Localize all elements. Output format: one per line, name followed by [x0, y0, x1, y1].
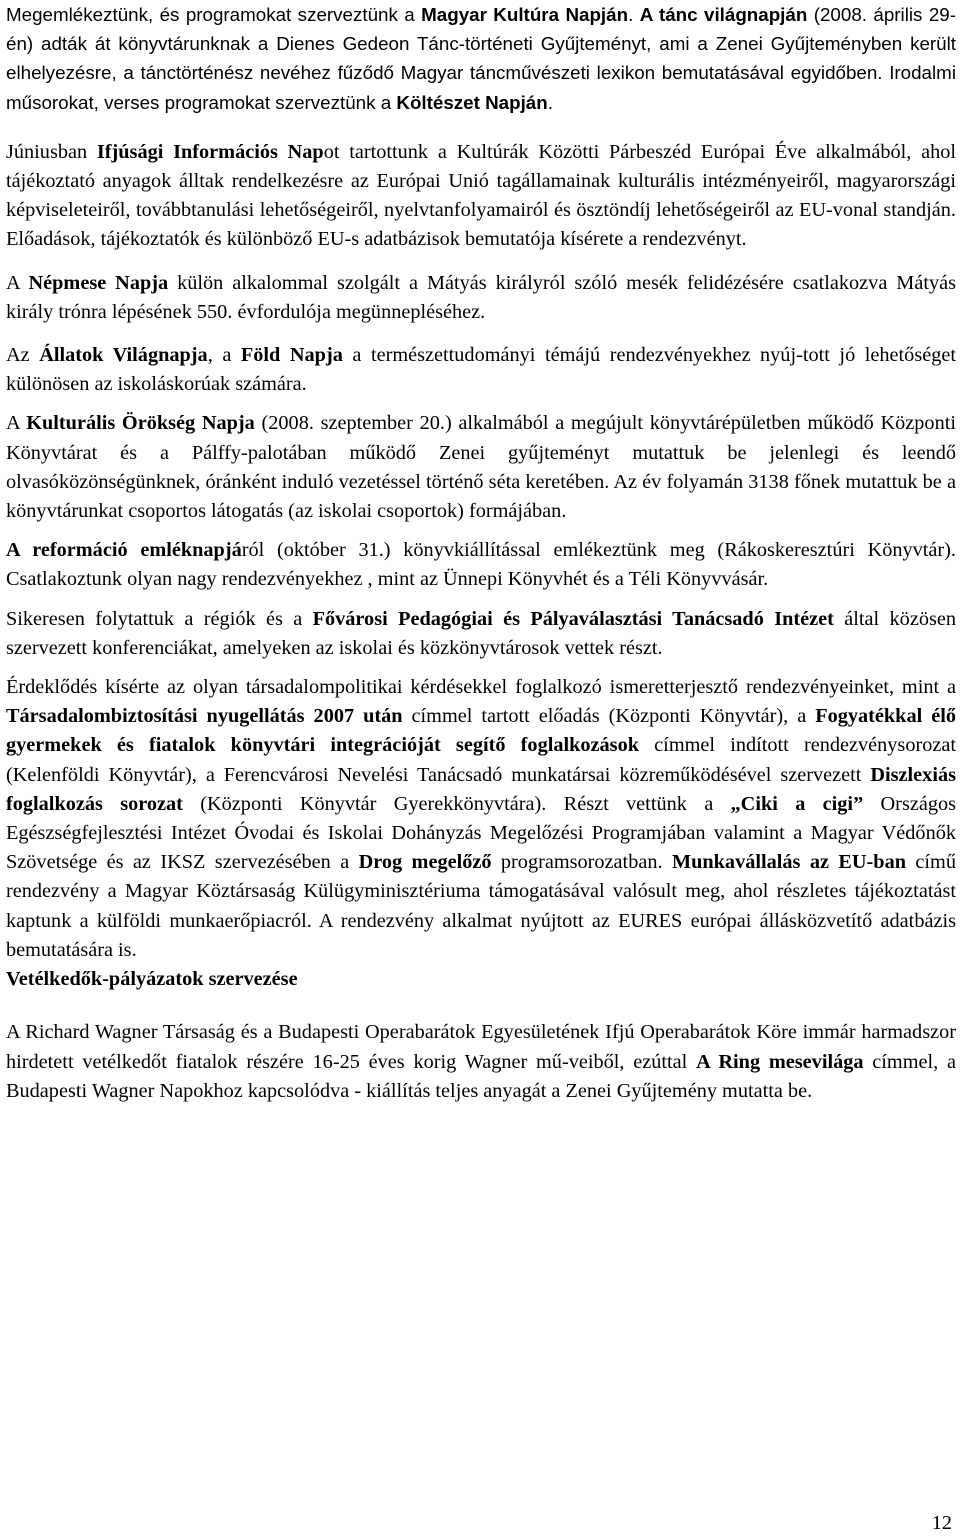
- text-run: Az: [6, 344, 40, 367]
- paragraph-culture-days: [6, 0, 956, 117]
- bold-text: Ifjúsági Információs Nap: [96, 140, 324, 163]
- text-run: Megemlékeztünk, és programokat szerveztünk a: [6, 4, 422, 25]
- paragraph-wagner-contest: [6, 1018, 956, 1106]
- bold-text: Társadalombiztosítási nyugellátás 2007 után: [6, 705, 403, 728]
- text-run: ot tartottunk a Kultúrák Közötti Párbeszéd Európai Éve alkalmából, ahol tájékoztató anyagok álltak rendelkezésre az Európai Unió tagállamainak kulturális intézményeiről, magyarországi képviseleteiről, továbbtanulási lehetőségeiről, nyelvtanfolyamairól és ösztöndíj lehetőségeiről az EU-vonal standján. Előadások, tájékoztatók és különböző EU-s adatbázisok bemutatója kísérete a rendezvényt.: [6, 140, 956, 251]
- text-run: című rendezvény a Magyar Köztársaság Külügyminisztériuma támogatásával valósult meg, ahol részletes tájékoztatást kaptunk a külföldi munkaerőpiacról. A rendezvény alkalmat nyújtott az EURES európai állásközvetítő adatbázis bemutatására is.: [6, 851, 956, 961]
- bold-text: A Ring mesevilága: [696, 1050, 864, 1073]
- text-run: címmel tartott előadás (Központi Könyvtár), a: [402, 705, 816, 728]
- bold-text: Magyar Kultúra Napján: [421, 4, 629, 25]
- bold-text: Népmese Napja: [28, 271, 169, 294]
- bold-text: Föld Napja: [240, 344, 343, 367]
- text-run: címmel, a Budapesti Wagner Napokhoz kapcsolódva - kiállítás teljes anyagát a Zenei Gyűjtemény mutatta be.: [6, 1050, 956, 1102]
- bold-text: Fogyatékkal élő gyermekek és fiatalok könyvtári integrációját segítő foglalkozások: [6, 705, 956, 757]
- paragraph-animals-earth-day: [6, 341, 956, 399]
- text-run: Országos Egészségfejlesztési Intézet Óvodai és Iskolai Dohányzás Megelőzési Programjában valamint a Magyar Védőnők Szövetsége és az IKSZ szervezésében a: [6, 792, 957, 874]
- paragraph-conferences: [6, 605, 956, 663]
- paragraph-lectures: [6, 673, 956, 965]
- text-run: Júniusban: [6, 140, 97, 163]
- bold-text: Fővárosi Pedagógiai és Pályaválasztási Tanácsadó Intézet: [312, 607, 834, 630]
- text-run: .: [547, 91, 553, 113]
- text-run: (2008. április 29-én) adták át könyvtárunknak a Dienes Gedeon Tánc-történeti Gyűjteményt, ami a Zenei Gyűjteményben került elhelyezésre, a tánctörténész nevéhez fűződő Magyar táncművészeti lexikon bemutatásával egyidőben. Irodalmi műsorokat, verses programokat szerveztünk a: [6, 4, 956, 113]
- bold-text: A tánc világnapján: [639, 4, 808, 25]
- paragraph-reformation-day: [6, 536, 956, 594]
- text-run: által közösen szervezett konferenciákat, amelyeken az iskolai és közkönyvtárosok vettek részt.: [6, 607, 957, 659]
- bold-text: Állatok Világnapja: [39, 344, 208, 367]
- section-heading: Vetélkedők-pályázatok szervezése: [6, 968, 298, 991]
- text-run: (2008. szeptember 20.) alkalmából a megújult könyvtárépületben működő Központi Könyvtárat és a Pálffy-palotában működő Zenei gyűjteményt mutattuk be jelenlegi és leendő olvasóközönségünknek, óránként induló vezetéssel történő séta keretében. Az év folyamán 3138 főnek mutattuk be a könyvtárunkat csoportos látogatás (az iskolai csoportok) formájában.: [6, 412, 956, 523]
- bold-text: Munkavállalás az EU-ban: [671, 851, 907, 874]
- paragraph-heritage-day: [6, 409, 956, 526]
- bold-text: Költészet Napján: [396, 91, 548, 113]
- text-run: külön alkalommal szolgált a Mátyás királyról szóló mesék felidézésére csatlakozva Mátyás király trónra lépésének 550. évfordulója megünnepléséhez.: [6, 271, 956, 323]
- text-run: A: [6, 271, 29, 294]
- bold-text: Kulturális Örökség Napja: [26, 412, 255, 435]
- paragraph-youth-info-day: [6, 138, 956, 255]
- bold-text: A reformáció emléknapjá: [6, 539, 242, 562]
- page-number: 12: [931, 1512, 952, 1534]
- text-run: Érdeklődés kísérte az olyan társadalompolitikai kérdésekkel foglalkozó ismeretterjesztő rendezvényeinket, mint a: [6, 676, 956, 699]
- bold-text: „Ciki a cigi”: [730, 792, 864, 815]
- text-run: ról (október 31.) könyvkiállítással emlékeztünk meg (Rákoskeresztúri Könyvtár). Csatlakoztunk olyan nagy rendezvényekhez , mint az Ünnepi Könyvhét és a Téli Könyvvásár.: [6, 539, 957, 591]
- text-run: A: [6, 412, 27, 435]
- document-page: [6, 0, 956, 1106]
- text-run: Sikeresen folytattuk a régiók és a: [6, 607, 313, 630]
- text-run: programsorozatban.: [491, 851, 672, 874]
- bold-text: Diszlexiás foglalkozás sorozat: [6, 763, 956, 815]
- text-run: A Richard Wagner Társaság és a Budapesti Operabarátok Egyesületének Ifjú Operabarátok Köre immár harmadszor hirdetett vetélkedőt fiatalok részére 16-25 éves korig Wagner mű-veiből, ezúttal: [6, 1021, 956, 1073]
- text-run: .: [628, 4, 640, 25]
- text-run: címmel indított rendezvénysorozat (Kelenföldi Könyvtár), a Ferencvárosi Nevelési Tanácsadó munkatársai közreműködésével szervezett: [6, 734, 956, 786]
- text-run: a természettudományi témájú rendezvényekhez nyúj-tott jó lehetőséget különösen az iskoláskorúak számára.: [6, 344, 956, 396]
- text-run: (Központi Könyvtár Gyerekkönyvtára). Részt vettünk a: [182, 792, 731, 815]
- bold-text: Drog megelőző: [358, 851, 492, 874]
- paragraph-folktale-day: [6, 269, 956, 327]
- text-run: , a: [207, 344, 241, 367]
